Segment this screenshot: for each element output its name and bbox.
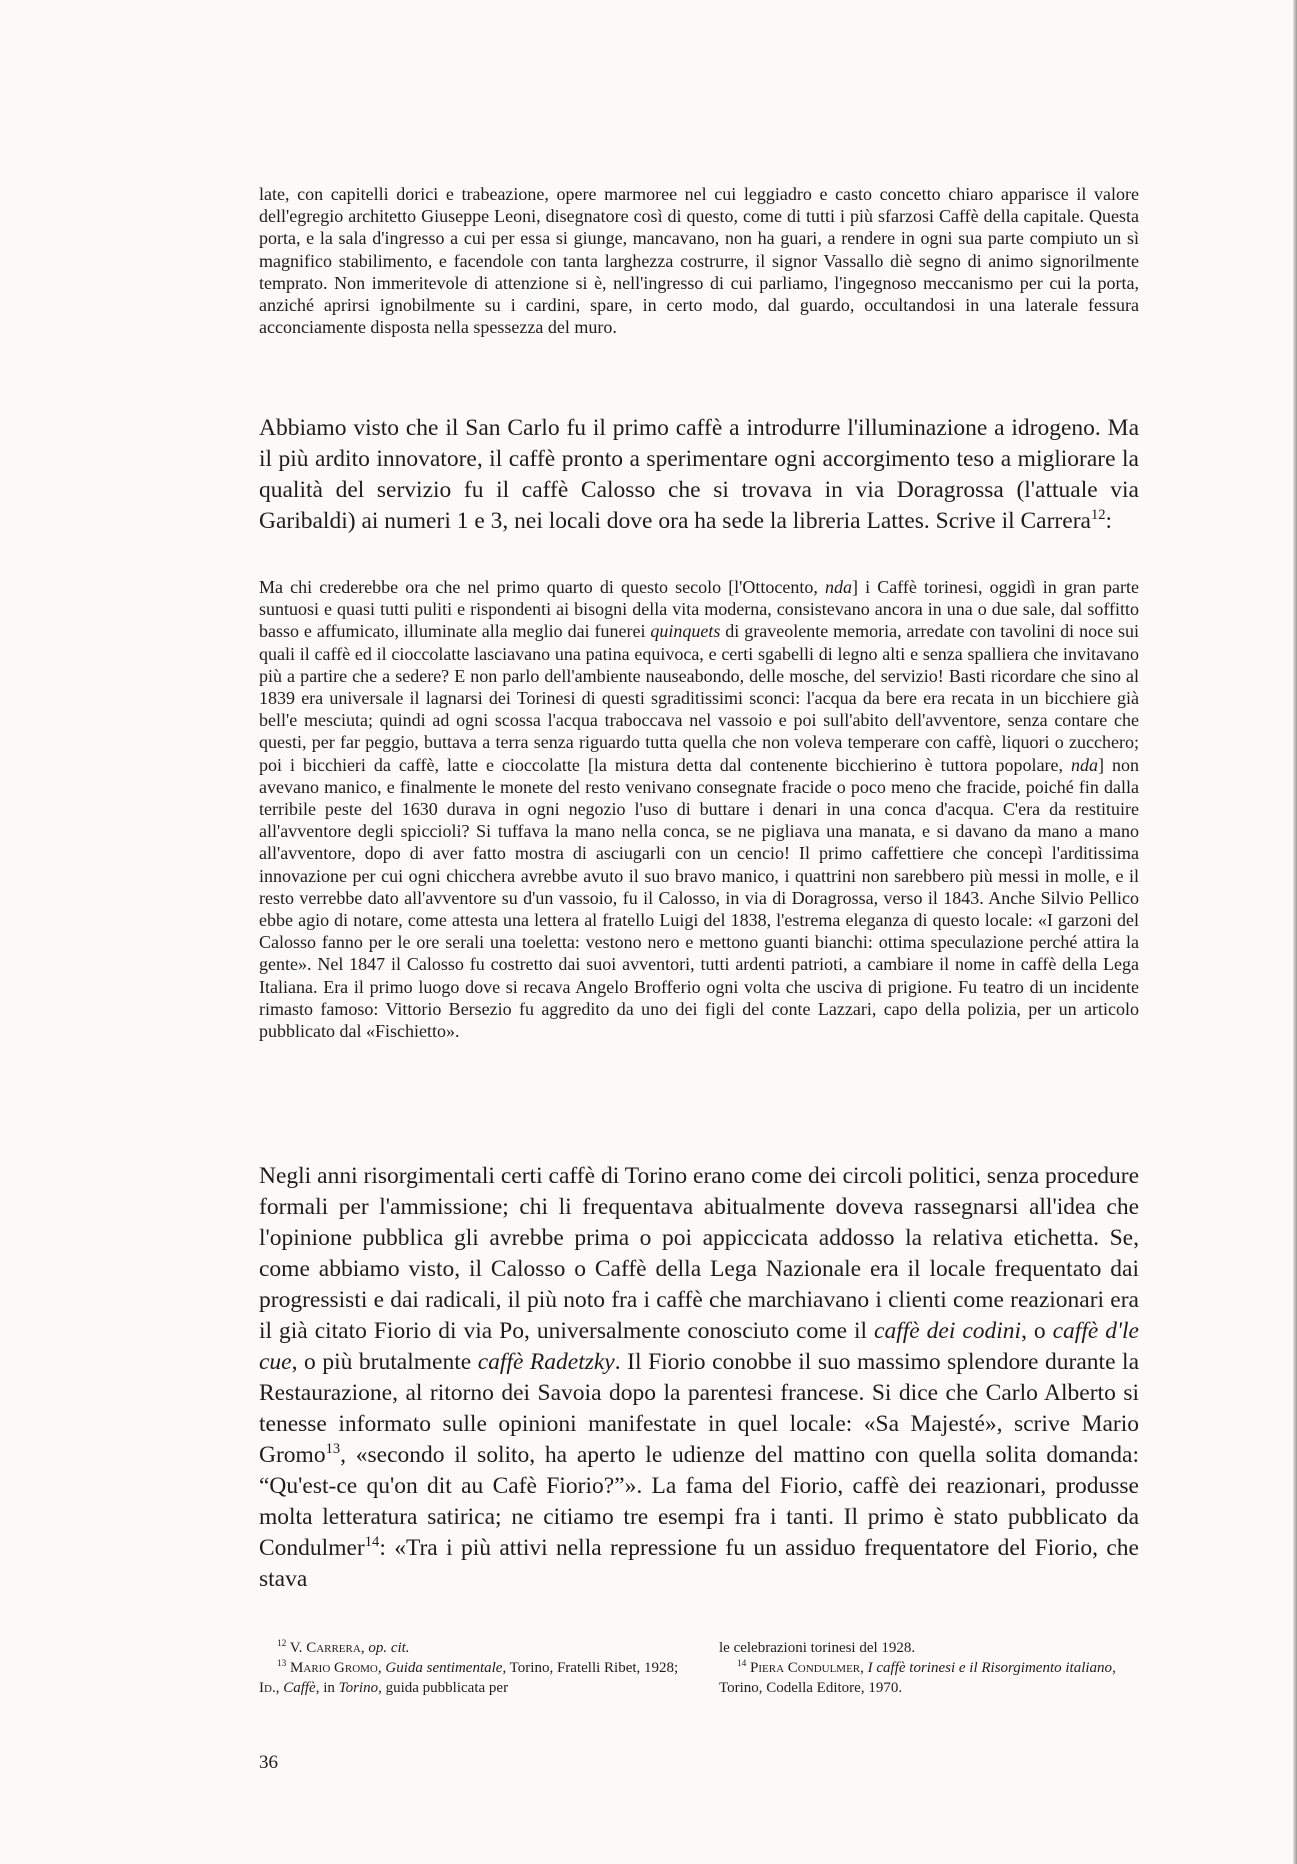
paragraph-text: , o — [1021, 1318, 1053, 1344]
footnote-title: Caffè — [283, 1680, 316, 1696]
paragraph-text: : «Tra i più attivi nella repressione fu un assiduo frequentatore del Fiorio, che stava — [259, 1535, 1139, 1592]
paragraph-text: : — [1105, 508, 1113, 534]
quote-text: di graveolente memoria, arredate con tavolini di noce sui quali il caffè ed il cioccolatte lasciavano una patina equivoca, e certi sgabelli di legno alti e senza spalliera che invitavano più a partire che a sedere? E non parlo dell'ambiente nauseabondo, delle mosche, del servizio! Basti ricordare che sino al 1839 era universale il lagnarsi dei Torinesi di questi sgraditissimi sconci: l'acqua da bere era recata in un bicchiere già bell'e mesciuta; quindi ad ogni scossa l'acqua traboccava nel vassoio e poi sull'abito dell'avventore, senza contare che questi, per far peggio, buttava a terra senza riguardo tutta quella che non voleva temperare con caffè, liquori o zucchero; poi i bicchieri da caffè, latte e cioccolatte [la mistura detta dal contenente bicchierino è tuttora popolare, — [259, 621, 1139, 775]
footnote-ref-13[interactable]: 13 — [325, 1441, 341, 1458]
italic-term-quinquets: quinquets — [650, 621, 721, 642]
quoted-passage-leoni — [259, 183, 1139, 338]
footnotes — [259, 1638, 1139, 1698]
body-paragraph-calosso — [259, 413, 1139, 537]
footnote-text: , Torino, Fratelli Ribet, 1928; — [502, 1660, 679, 1676]
quote-text: late, con capitelli dorici e trabeazione, opere marmoree nel cui leggiadro e casto concetto chiaro apparisce il valore dell'egregio architetto Giuseppe Leoni, disegnatore così di questo, come di tutti i più sfarzosi Caffè della capitale. Questa porta, e la sala d'ingresso a cui per essa si giunge, mancavano, non ha guari, a rendere in ogni sua parte compiuto un sì magnifico stabilimento, e facendole con tanta larghezza costrurre, il signor Vassallo diè segno di animo signorilmente temprato. Non immeritevole di attenzione si è, nell'ingresso di cui parliamo, l'ingegnoso meccanismo per cui la porta, anziché aprirsi ignobilmente su i cardini, spare, in certo modo, dal guardo, occultandosi in una laterale fessura acconciamente disposta nella spessezza del muro. — [259, 184, 1139, 338]
footnote-ref-12[interactable]: 12 — [1090, 507, 1106, 524]
footnote-14 — [719, 1658, 1139, 1698]
quoted-passage-carrera — [259, 576, 1139, 1042]
italic-nickname: caffè d'le cue — [259, 1318, 1139, 1375]
paragraph-text: Abbiamo visto che il San Carlo fu il primo caffè a introdurre l'illuminazione a idrogeno. Ma il più ardito innovatore, il caffè pronto a sperimentare ogni accorgimento teso a migliorare la qualità del servizio fu il caffè Calosso che si trovava in via Doragrossa (l'attuale via Garibaldi) ai numeri 1 e 3, nei locali dove ora ha sede la libreria Lattes. Scrive il Carrera — [259, 415, 1139, 534]
paragraph-text: , «secondo il solito, ha aperto le udienze del mattino con quella solita domanda: “Qu'est-ce qu'on dit au Cafè Fiorio?”». La fama del Fiorio, caffè dei reazionari, produsse molta letteratura satirica; ne citiamo tre esempi fra i tanti. Il primo è stato pubblicato da Condulmer — [259, 1442, 1139, 1561]
body-paragraph-fiorio — [259, 1161, 1139, 1595]
italic-nickname: caffè dei codini — [874, 1318, 1022, 1344]
quote-text: ] non avevano manico, e finalmente le monete del resto venivano consegnate fracide o poco meno che fracide, poiché fin dalla terribile peste del 1630 durava in ogni negozio l'uso di buttare i denari in una conca d'acqua. C'era da restituire all'avventore degli spiccioli? Si tuffava la mano nella conca, se ne pigliava una manata, e si davano da mano a mano all'avventore, dopo di aver fatto mostra di asciugarli con un cencio! Il primo caffettiere che concepì l'arditissima innovazione per cui ogni chicchera avrebbe avuto il suo bravo manico, i quattrini non sarebbero più messi in molle, e il resto verrebbe dato all'avventore su d'un vassoio, fu il Calosso, in via di Doragrossa, verso il 1843. Anche Silvio Pellico ebbe agio di notare, come attesta una lettera al fratello Luigi del 1838, l'estrema eleganza di questo locale: «I garzoni del Calosso fanno per le ore serali una toeletta: vestono nero e mettono guanti bianchi: ottima speculazione perché attira la gente». Nel 1847 il Calosso fu costretto dai suoi avventori, tutti ardenti patrioti, a cambiare il nome in caffè della Lega Italiana. Era il primo luogo dove si recava Angelo Brofferio ogni volta che usciva di prigione. Fu teatro di un incidente rimasto famoso: Vittorio Bersezio fu aggredito da uno dei figli del conte Lazzari, capo della polizia, per un articolo pubblicato dal «Fischietto». — [259, 754, 1140, 1042]
footnote-number: 12 — [277, 1639, 287, 1649]
quote-text: Ma chi crederebbe ora che nel primo quarto di questo secolo [l'Ottocento, — [259, 577, 826, 597]
footnote-13-continued: le celebrazioni torinesi del 1928. — [719, 1640, 916, 1656]
footnote-text: , — [860, 1660, 868, 1676]
quote-text: ] i Caffè torinesi, oggidì in gran parte suntuosi e quasi tutti puliti e rispondenti ai bisogni della vita moderna, consistevano ancora in una o due sale, dal soffitto basso e affumicato, illuminate alla meglio dai funerei — [259, 577, 1139, 642]
footnote-number: 14 — [737, 1659, 747, 1669]
editor-note-abbr: nda — [1071, 754, 1099, 775]
footnote-text: , — [275, 1680, 284, 1696]
paragraph-text: , o più brutalmente — [291, 1349, 478, 1375]
footnote-text: , guida pubblicata per — [378, 1680, 509, 1696]
footnote-ref-14[interactable]: 14 — [364, 1534, 380, 1551]
footnote-title: Guida sentimentale — [385, 1660, 503, 1676]
footnote-13 — [259, 1658, 679, 1698]
page-number: 36 — [259, 1752, 278, 1773]
footnote-author: Mario Gromo — [290, 1660, 378, 1676]
footnote-title: I caffè torinesi e il Risorgimento italiano — [867, 1660, 1113, 1676]
italic-nickname: caffè Radetzky — [477, 1349, 615, 1375]
paragraph-text: Negli anni risorgimentali certi caffè di Torino erano come dei circoli politici, senza procedure formali per l'ammissione; chi li frequentava abitualmente doveva rassegnarsi all'idea che l'opinione pubblica gli avrebbe prima o poi appiccicata addosso la relativa etichetta. Se, come abbiamo visto, il Calosso o Caffè della Lega Nazionale era il locale frequentato dai progressisti e dai radicali, il più noto fra i caffè che marchiavano i clienti come reazionari era il già citato Fiorio di via Po, universalmente conosciuto come il — [259, 1163, 1139, 1344]
footnote-text: , — [377, 1660, 386, 1676]
footnote-number: 13 — [277, 1659, 287, 1669]
footnote-text: , Torino, Codella Editore, 1970. — [719, 1660, 1116, 1696]
footnote-title: Torino — [338, 1680, 379, 1696]
footnote-12 — [259, 1638, 679, 1658]
footnote-author: Piera Condulmer — [750, 1660, 861, 1676]
paragraph-text: . Il Fiorio conobbe il suo massimo splendore durante la Restaurazione, al ritorno dei Savoia dopo la parentesi francese. Si dice che Carlo Alberto si tenesse informato sulle opinioni manifestate in quel locale: «Sa Majesté», scrive Mario Gromo — [259, 1349, 1140, 1468]
editor-note-abbr: nda — [825, 577, 853, 597]
footnote-text: , — [360, 1640, 369, 1656]
footnotes-left-column — [259, 1638, 679, 1698]
footnote-citation: op. cit. — [368, 1640, 410, 1656]
scan-edge-shadow — [1293, 0, 1297, 1864]
footnote-ibid: Id. — [259, 1680, 276, 1696]
footnote-text: , in — [315, 1680, 339, 1696]
footnote-author: Carrera — [306, 1640, 361, 1656]
footnotes-right-column — [719, 1638, 1139, 1698]
footnote-text: V. — [286, 1640, 307, 1656]
